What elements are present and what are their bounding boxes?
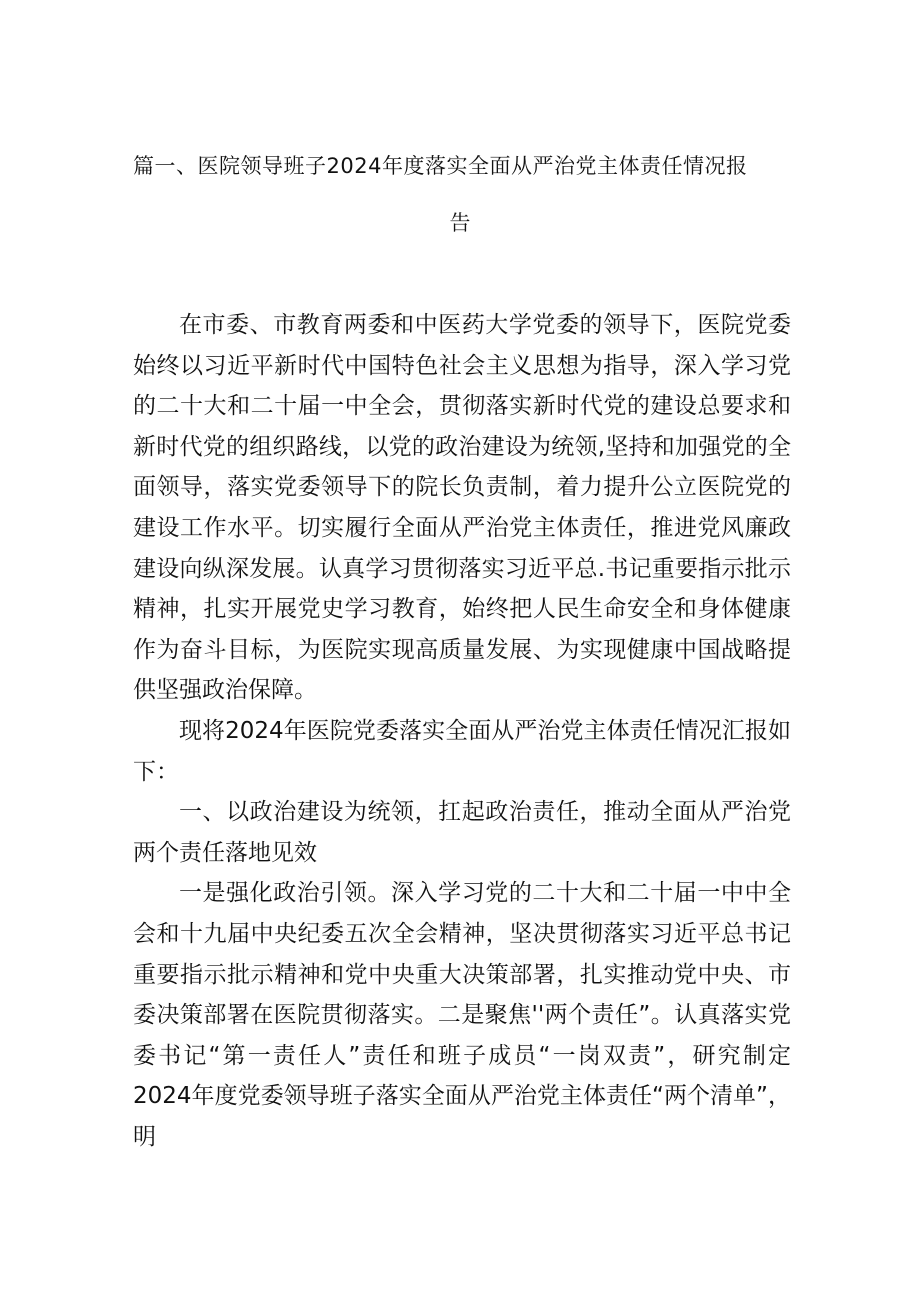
section-heading-1: 一、以政治建设为统领，扛起政治责任，推动全面从严治党两个责任落地见效 — [133, 799, 791, 866]
document-body — [133, 305, 791, 1157]
paragraph-report-lead: 现将2024年医院党委落实全面从严治党主体责任情况汇报如下： — [133, 717, 791, 785]
document-title-line-2: 告 — [449, 211, 471, 235]
paragraph-section-1-body: 一是强化政治引领。深入学习党的二十大和二十届一中中全会和十九届中央纪委五次全会精神，坚决贯彻落实习近平总书记重要指示批示精神和党中央重大决策部署，扎实推动党中央、市委决策部署在医院贯彻落实。二是聚焦''两个责任”。认真落实党委书记“第一责任人”责任和班子成员“一岗双责”，研究制定2024年度党委领导班子落实全面从严治党主体责任“两个清单”，明 — [133, 880, 791, 1150]
paragraph-intro: 在市委、市教育两委和中医药大学党委的领导下，医院党委始终以习近平新时代中国特色社会主义思想为指导，深入学习党的二十大和二十届一中全会，贯彻落实新时代党的建设总要求和新时代党的组织路线，以党的政治建设为统领,坚持和加强党的全面领导，落实党委领导下的院长负责制，着力提升公立医院党的建设工作水平。切实履行全面从严治党主体责任，推进党风廉政建设向纵深发展。认真学习贯彻落实习近平总.书记重要指示批示精神，扎实开展党史学习教育，始终把人民生命安全和身体健康作为奋斗目标，为医院实现高质量发展、为实现健康中国战略提供坚强政治保障。 — [133, 312, 791, 704]
document-title-line-1: 篇一、医院领导班子2024年度落实全面从严治党主体责任情况报 — [133, 154, 748, 178]
